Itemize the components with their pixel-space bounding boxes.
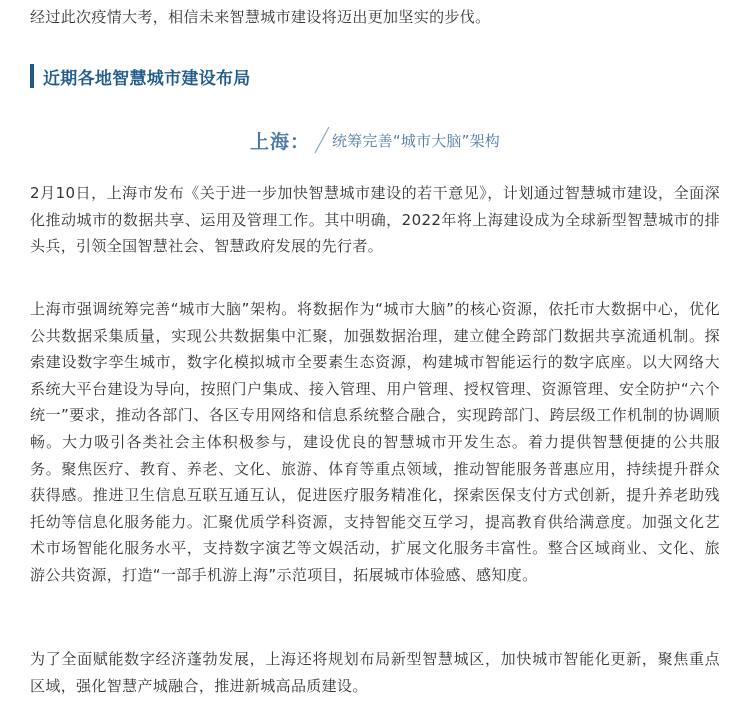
paragraph-2: 上海市强调统筹完善“城市大脑”架构。将数据作为“城市大脑”的核心资源，依托市大数据中心，优化公共数据采集质量，实现公共数据集中汇聚，加强数据治理，建立健全跨部门数据共享流通机制。探索建设数字孪生城市，数字化模拟城市全要素生态资源，构建城市智能运行的数字底座。以大网络大系统大平台建设为导向，按照门户集成、接入管理、用户管理、授权管理、资源管理、安全防护“六个统一”要求，推动各部门、各区专用网络和信息系统整合融合，实现跨部门、跨层级工作机制的协调顺畅。大力吸引各类社会主体积极参与，建设优良的智慧城市开发生态。着力提供智慧便捷的公共服务。聚焦医疗、教育、养老、文化、旅游、体育等重点领域，推动智能服务普惠应用，持续提升群众获得感。推进卫生信息互联互通互认，促进医疗服务精准化，探索医保支付方式创新，提升养老助残托幼等信息化服务能力。汇聚优质学科资源，支持智能交互学习，提高教育供给满意度。加强文化艺术市场智能化服务水平，支持数字演艺等文娱活动，扩展文化服务丰富性。整合区域商业、文化、旅游公共资源，打造“一部手机游上海”示范项目，拓展城市体验感、感知度。 [30,300,720,584]
city-name: 上海： [250,130,311,153]
heading-bar-icon [30,64,34,88]
section-heading [30,62,720,90]
city-subtitle: 统筹完善“城市大脑”架构 [332,131,500,150]
city-title [0,124,745,156]
slash-divider-icon [312,125,332,155]
paragraph-3: 为了全面赋能数字经济蓬勃发展，上海还将规划布局新型智慧城区，加快城市智能化更新，聚焦重点区域，强化智慧产城融合，推进新城高品质建设。 [30,650,720,695]
paragraph-1: 2月10日，上海市发布《关于进一步加快智慧城市建设的若干意见》，计划通过智慧城市建设，全面深化推动城市的数据共享、运用及管理工作。其中明确，2022年将上海建设成为全球新型智慧城市的排头兵，引领全国智慧社会、智慧政府发展的先行者。 [30,184,720,256]
intro-paragraph: 经过此次疫情大考，相信未来智慧城市建设将迈出更加坚实的步伐。 [30,8,491,26]
city-title-group [250,125,500,155]
section-heading-text: 近期各地智慧城市建设布局 [43,68,251,89]
